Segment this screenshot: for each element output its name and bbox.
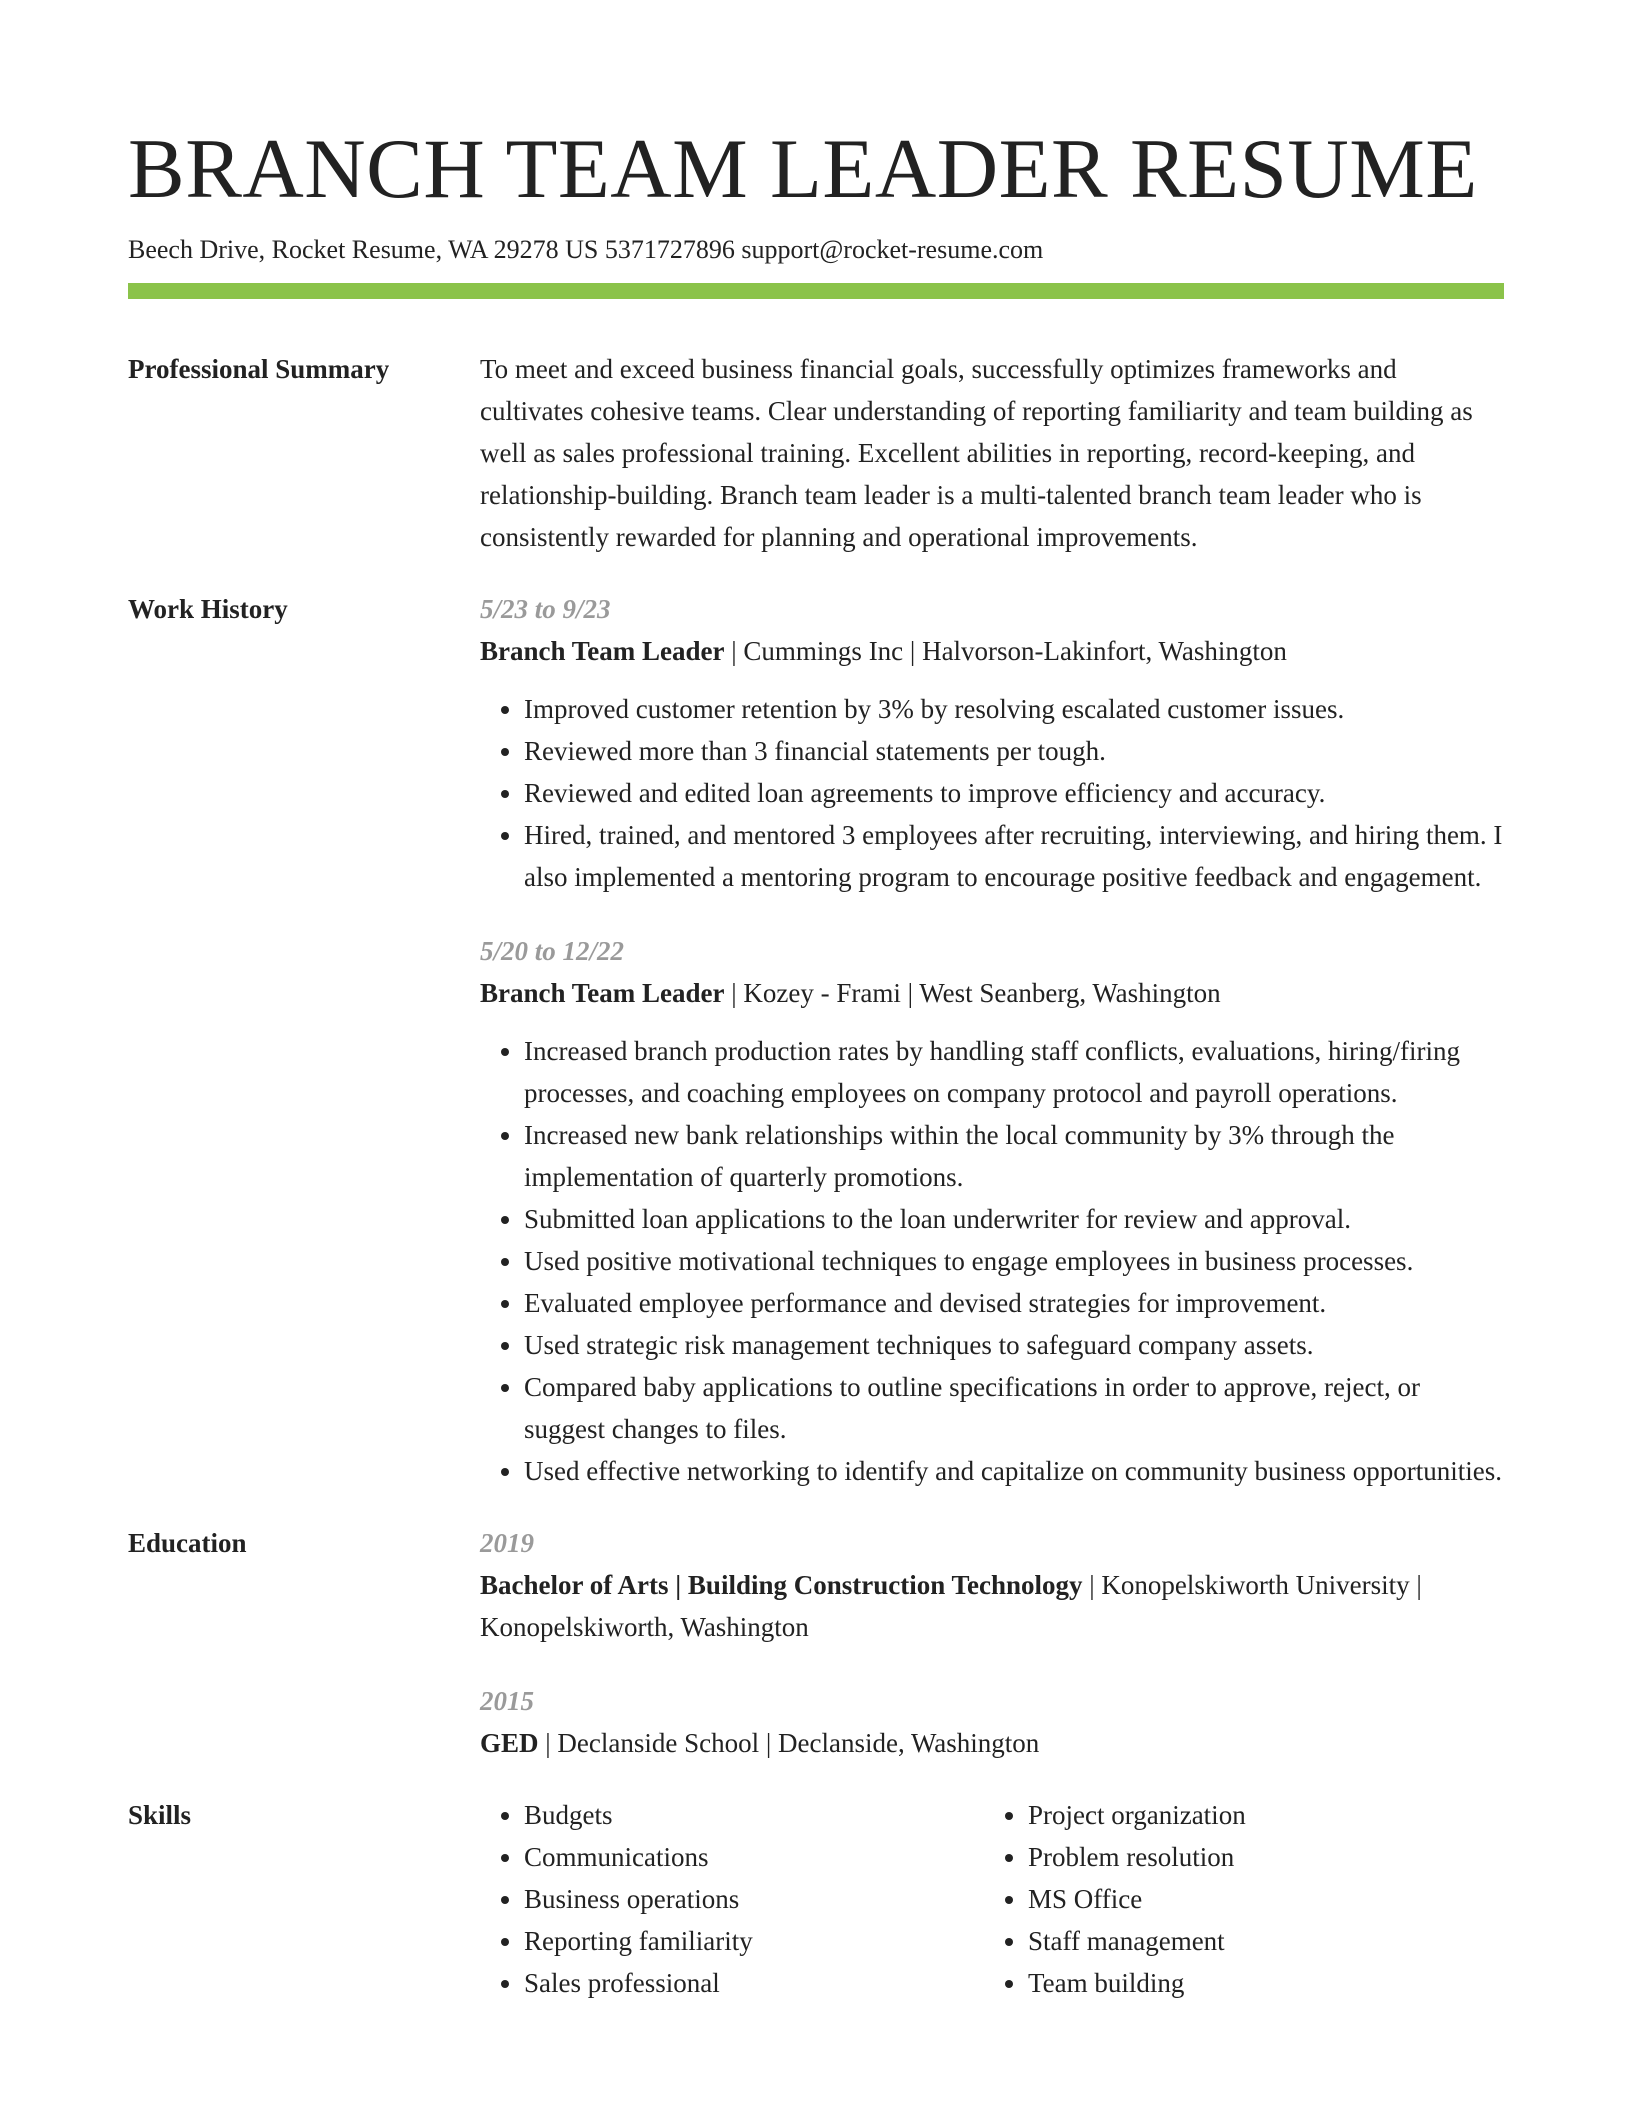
list-item: • Communications	[524, 1836, 984, 1878]
job-title-line	[480, 972, 1504, 1014]
degree-details: | Konopelskiworth University | Konopelskiworth, Washington	[480, 1570, 1422, 1642]
contact-line: Beech Drive, Rocket Resume, WA 29278 US 5371727896 support@rocket-resume.com	[128, 235, 1044, 264]
section-label: Work History	[128, 594, 288, 624]
education-year: 2019	[480, 1528, 534, 1558]
list-item: • Budgets	[524, 1794, 984, 1836]
list-item: • Used strategic risk management techniques to safeguard company assets.	[524, 1324, 1504, 1366]
list-item: • Reviewed and edited loan agreements to improve efficiency and accuracy.	[524, 772, 1504, 814]
degree-details: | Declanside School | Declanside, Washington	[538, 1728, 1040, 1758]
list-item: • Evaluated employee performance and devised strategies for improvement.	[524, 1282, 1504, 1324]
list-item: • Business operations	[524, 1878, 984, 1920]
list-item: • Compared baby applications to outline specifications in order to approve, reject, or suggest changes to files.	[524, 1366, 1504, 1450]
job-entry	[480, 588, 1504, 898]
list-item: • Hired, trained, and mentored 3 employees after recruiting, interviewing, and hiring them. I also implemented a mentoring program to encourage positive feedback and engagement.	[524, 814, 1504, 898]
section-work-history	[128, 588, 1504, 1492]
list-item: • Reviewed more than 3 financial statements per tough.	[524, 730, 1504, 772]
accent-divider	[128, 283, 1504, 299]
section-skills	[128, 1794, 1504, 2004]
job-bullets	[480, 688, 1504, 898]
education-degree-line	[480, 1564, 1504, 1648]
list-item: • Reporting familiarity	[524, 1920, 984, 1962]
section-body	[480, 1794, 1504, 2004]
section-label: Professional Summary	[128, 354, 390, 384]
summary-text: To meet and exceed business financial goals, successfully optimizes frameworks and cultivates cohesive teams. Clear understanding of reporting familiarity and team building as well as sales professional training. Excellent abilities in reporting, record-keeping, and relationship-building. Branch team leader is a multi-talented branch team leader who is consistently rewarded for planning and operational improvements.	[480, 354, 1473, 552]
education-year: 2015	[480, 1686, 534, 1716]
job-role: Branch Team Leader	[480, 978, 725, 1008]
job-details: | Kozey - Frami | West Seanberg, Washington	[724, 978, 1221, 1008]
section-professional-summary	[128, 348, 1504, 558]
job-role: Branch Team Leader	[480, 636, 725, 666]
job-dates: 5/20 to 12/22	[480, 936, 625, 966]
resume-title: BRANCH TEAM LEADER RESUME	[128, 122, 1478, 216]
job-details: | Cummings Inc | Halvorson-Lakinfort, Washington	[724, 636, 1287, 666]
resume-page	[128, 118, 1504, 2004]
job-bullets	[480, 1030, 1504, 1492]
list-item: • Project organization	[1028, 1794, 1246, 1836]
skill-list-left	[480, 1794, 984, 2004]
job-dates: 5/23 to 9/23	[480, 594, 611, 624]
list-item: • Improved customer retention by 3% by resolving escalated customer issues.	[524, 688, 1504, 730]
section-label: Skills	[128, 1800, 192, 1830]
list-item: • Used positive motivational techniques to engage employees in business processes.	[524, 1240, 1504, 1282]
degree-name: Bachelor of Arts | Building Construction Technology	[480, 1570, 1083, 1600]
job-title-line	[480, 630, 1504, 672]
job-entry	[480, 930, 1504, 1492]
list-item: • Problem resolution	[1028, 1836, 1246, 1878]
list-item: • Used effective networking to identify and capitalize on community business opportunities.	[524, 1450, 1504, 1492]
skill-list-right	[984, 1794, 1246, 2004]
list-item: • Increased new bank relationships within the local community by 3% through the implementation of quarterly promotions.	[524, 1114, 1504, 1198]
list-item: • Submitted loan applications to the loan underwriter for review and approval.	[524, 1198, 1504, 1240]
list-item: • Team building	[1028, 1962, 1246, 2004]
section-body	[480, 348, 1504, 558]
education-entry	[480, 1522, 1504, 1648]
section-body	[480, 1522, 1504, 1764]
education-degree-line	[480, 1722, 1504, 1764]
section-education	[128, 1522, 1504, 1764]
skill-columns	[480, 1794, 1504, 2004]
section-label: Education	[128, 1528, 247, 1558]
education-entry	[480, 1680, 1504, 1764]
list-item: • Staff management	[1028, 1920, 1246, 1962]
degree-name: GED	[480, 1728, 539, 1758]
list-item: • Increased branch production rates by handling staff conflicts, evaluations, hiring/firing processes, and coaching employees on company protocol and payroll operations.	[524, 1030, 1504, 1114]
list-item: • Sales professional	[524, 1962, 984, 2004]
list-item: • MS Office	[1028, 1878, 1246, 1920]
section-body	[480, 588, 1504, 1492]
